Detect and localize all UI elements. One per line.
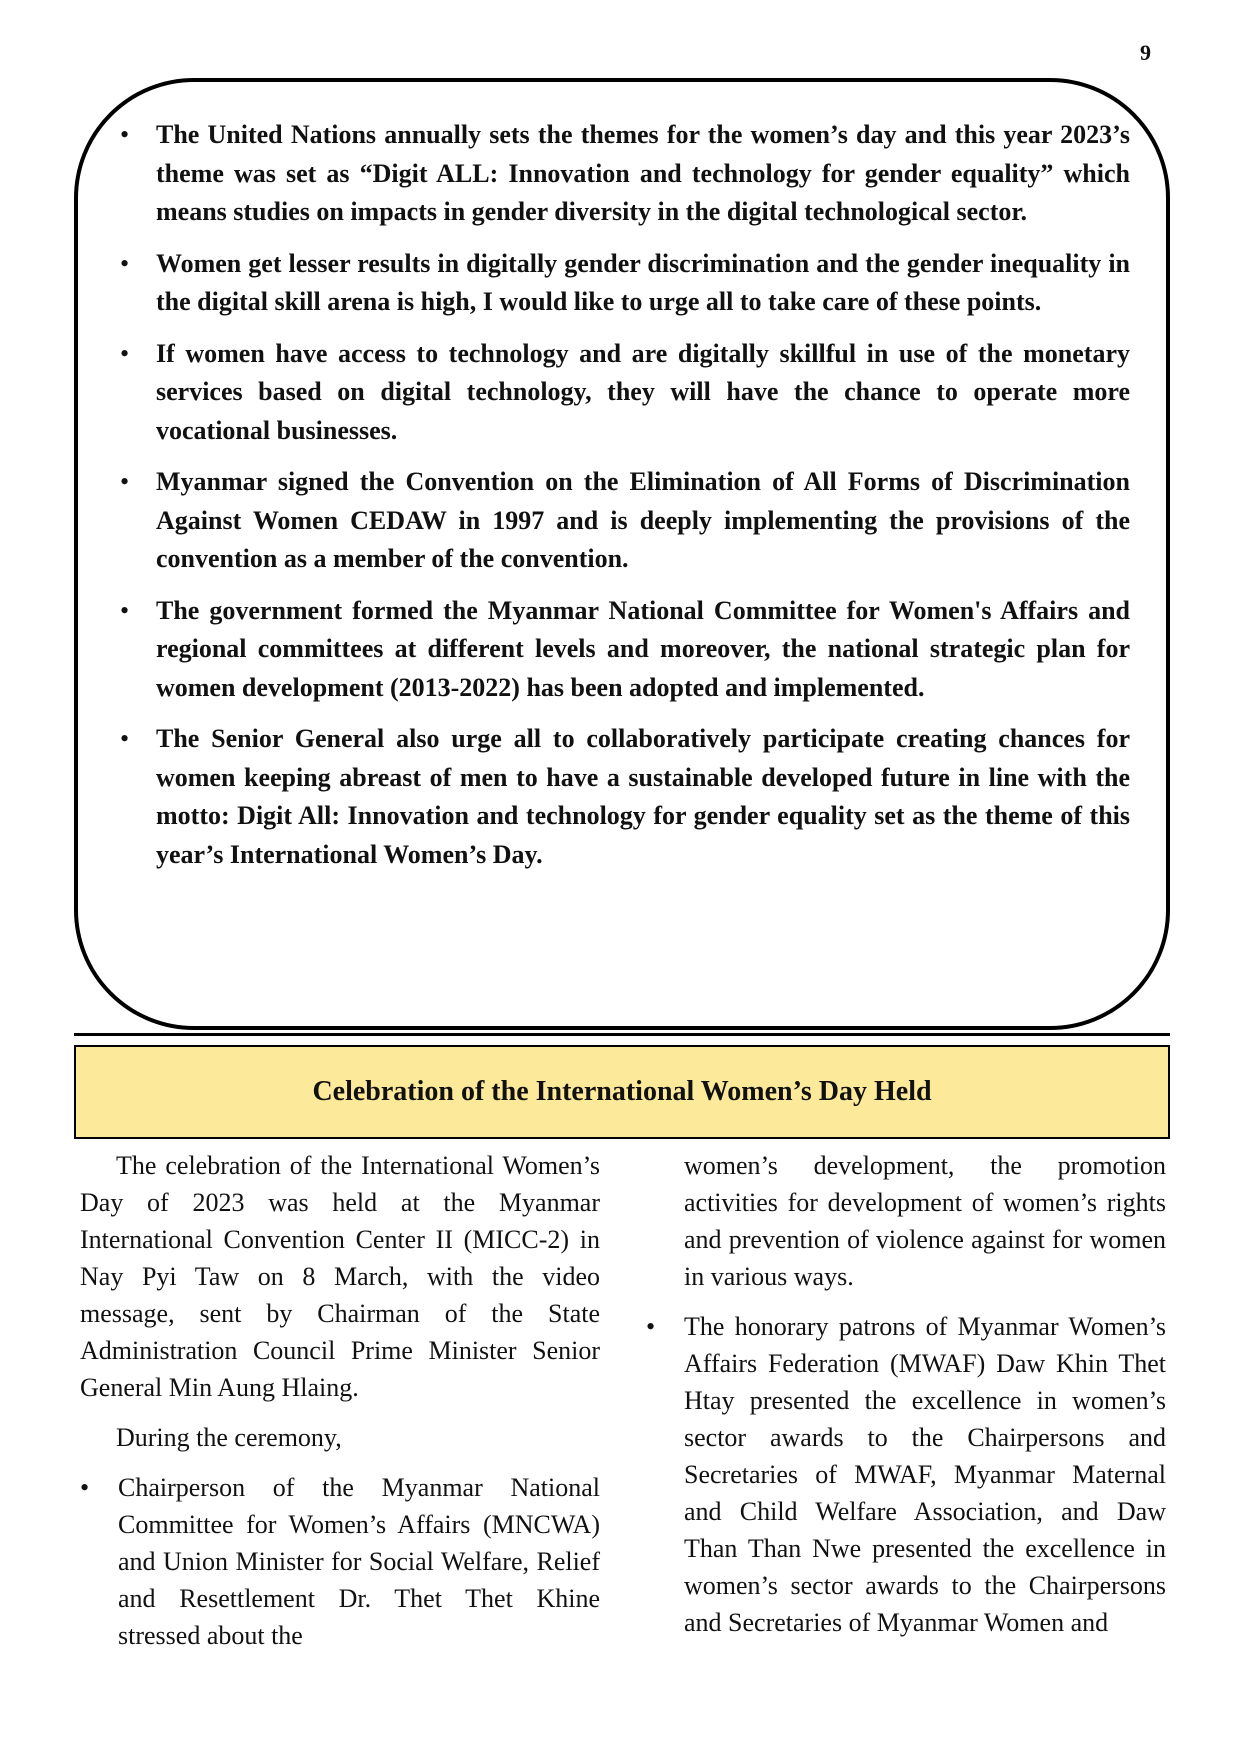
ceremony-lead: During the ceremony, xyxy=(116,1423,342,1452)
article-column-left xyxy=(80,1147,600,1667)
highlight-item xyxy=(112,116,1130,232)
highlight-item xyxy=(112,463,1130,579)
bullet-icon: • xyxy=(120,724,130,753)
article-heading-banner xyxy=(74,1045,1170,1139)
bullet-icon: • xyxy=(646,1312,656,1341)
bullet-icon: • xyxy=(120,120,130,149)
highlight-item xyxy=(112,720,1130,874)
ceremony-list-continued xyxy=(646,1308,1166,1641)
highlight-text: The United Nations annually sets the themes for the women’s day and this year 2023’s theme was set as “Digit ALL: Innovation and technology for gender equality” which means studies on impacts in gender diversity in the digital technological sector. xyxy=(156,120,1130,226)
highlight-item xyxy=(112,335,1130,451)
article-column-right xyxy=(646,1147,1166,1654)
section-divider xyxy=(74,1033,1170,1036)
bullet-icon: • xyxy=(120,595,130,625)
highlight-text: The Senior General also urge all to collaboratively participate creating chances for women keeping abreast of men to have a sustainable developed future in line with the motto: Digit All: Innovation and technology for gender equality set as the theme of this year’s International Women’s Day. xyxy=(156,724,1130,869)
list-item xyxy=(80,1469,600,1654)
highlight-text: Myanmar signed the Convention on the Elimination of All Forms of Discrimination Against Women CEDAW in 1997 and is deeply implementing the provisions of the convention as a member of the convention. xyxy=(156,467,1130,573)
bullet-icon: • xyxy=(80,1473,90,1502)
intro-paragraph: The celebration of the International Women’s Day of 2023 was held at the Myanmar International Convention Center II (MICC-2) in Nay Pyi Taw on 8 March, with the video message, sent by Chairman of the State Administration Council Prime Minister Senior General Min Aung Hlaing. xyxy=(80,1151,600,1402)
bullet-icon: • xyxy=(120,248,130,278)
ceremony-list xyxy=(80,1469,600,1654)
page-number: 9 xyxy=(1140,40,1151,65)
highlight-text: If women have access to technology and are digitally skillful in use of the monetary services based on digital technology, they will have the chance to operate more vocational businesses. xyxy=(156,338,1130,445)
highlight-text: The government formed the Myanmar National Committee for Women's Affairs and regional committees at different levels and moreover, the national strategic plan for women development (2013-2022) has been adopted and implemented. xyxy=(156,595,1130,702)
bullet-icon: • xyxy=(120,338,130,368)
list-item-text: Chairperson of the Myanmar National Committee for Women’s Affairs (MNCWA) and Union Minister for Social Welfare, Relief and Resettlement Dr. Thet Thet Khine stressed about the xyxy=(118,1473,600,1650)
highlight-text: Women get lesser results in digitally gender discrimination and the gender inequality in the digital skill arena is high, I would like to urge all to take care of these points. xyxy=(156,248,1130,316)
article-heading: Celebration of the International Women’s Day Held xyxy=(312,1076,932,1107)
list-item-continued: women’s development, the promotion activities for development of women’s rights and prevention of violence against for women in various ways. xyxy=(684,1151,1166,1291)
highlight-item xyxy=(112,245,1130,322)
bullet-icon: • xyxy=(120,467,130,496)
list-item-text: The honorary patrons of Myanmar Women’s Affairs Federation (MWAF) Daw Khin Thet Htay presented the excellence in women’s sector awards to the Chairpersons and Secretaries of MWAF, Myanmar Maternal and Child Welfare Association, and Daw Than Than Nwe presented the excellence in women’s sector awards to the Chairpersons and Secretaries of Myanmar Women and xyxy=(684,1312,1166,1637)
list-item xyxy=(646,1308,1166,1641)
highlight-item xyxy=(112,592,1130,708)
highlights-list xyxy=(112,116,1130,887)
